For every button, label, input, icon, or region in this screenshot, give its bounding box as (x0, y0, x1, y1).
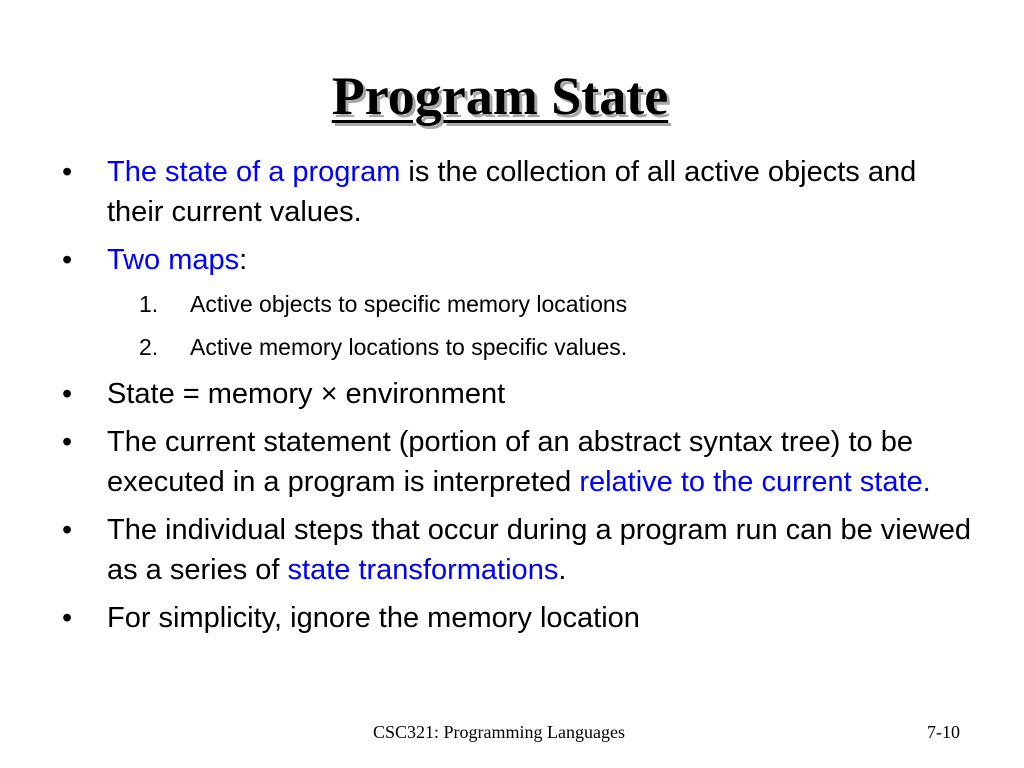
bullet-text: The current statement (portion of an abstract syntax tree) to be executed in a program is interpreted (107, 426, 913, 498)
bullet-simplicity (0, 598, 1024, 638)
bullet-marker: • (62, 514, 73, 546)
highlight-text: relative to the current state. (579, 466, 931, 498)
slide-title: Program State (331, 66, 669, 126)
bullet-text: . (558, 554, 567, 586)
times-symbol: × (320, 378, 338, 410)
footer-course-name: CSC321: Programming Languages (373, 722, 625, 742)
bullet-state-definition (0, 152, 1024, 232)
sub-item-number: 2. (139, 334, 159, 360)
bullet-state-equation (0, 374, 1024, 414)
highlight-text: Two maps (107, 244, 240, 276)
bullet-text: environment (337, 378, 506, 410)
footer-page-number: 7-10 (927, 722, 960, 742)
bullet-text: is the collection of all active objects and their current values. (107, 156, 917, 228)
bullet-marker: • (62, 378, 73, 410)
bullet-text: The individual steps that occur during a program run can be viewed as a series of (107, 514, 972, 586)
bullet-text: : (239, 244, 248, 276)
bullet-two-maps (0, 240, 1024, 280)
bullet-current-statement (0, 422, 1024, 502)
highlight-text: state transformations (287, 554, 559, 586)
sub-item-text: Active objects to specific memory locations (190, 291, 628, 317)
highlight-text: The state of a program (107, 156, 401, 188)
bullet-text: For simplicity, ignore the memory location (107, 602, 640, 634)
sub-item-text: Active memory locations to specific values. (190, 334, 628, 360)
sub-item-2 (0, 331, 1024, 363)
sub-item-number: 1. (139, 291, 159, 317)
bullet-individual-steps (0, 510, 1024, 590)
sub-item-1 (0, 288, 1024, 320)
bullet-list (0, 152, 1024, 646)
bullet-marker: • (62, 602, 73, 634)
bullet-text: State = memory (107, 378, 321, 410)
bullet-marker: • (62, 156, 73, 188)
bullet-marker: • (62, 244, 73, 276)
bullet-marker: • (62, 426, 73, 458)
